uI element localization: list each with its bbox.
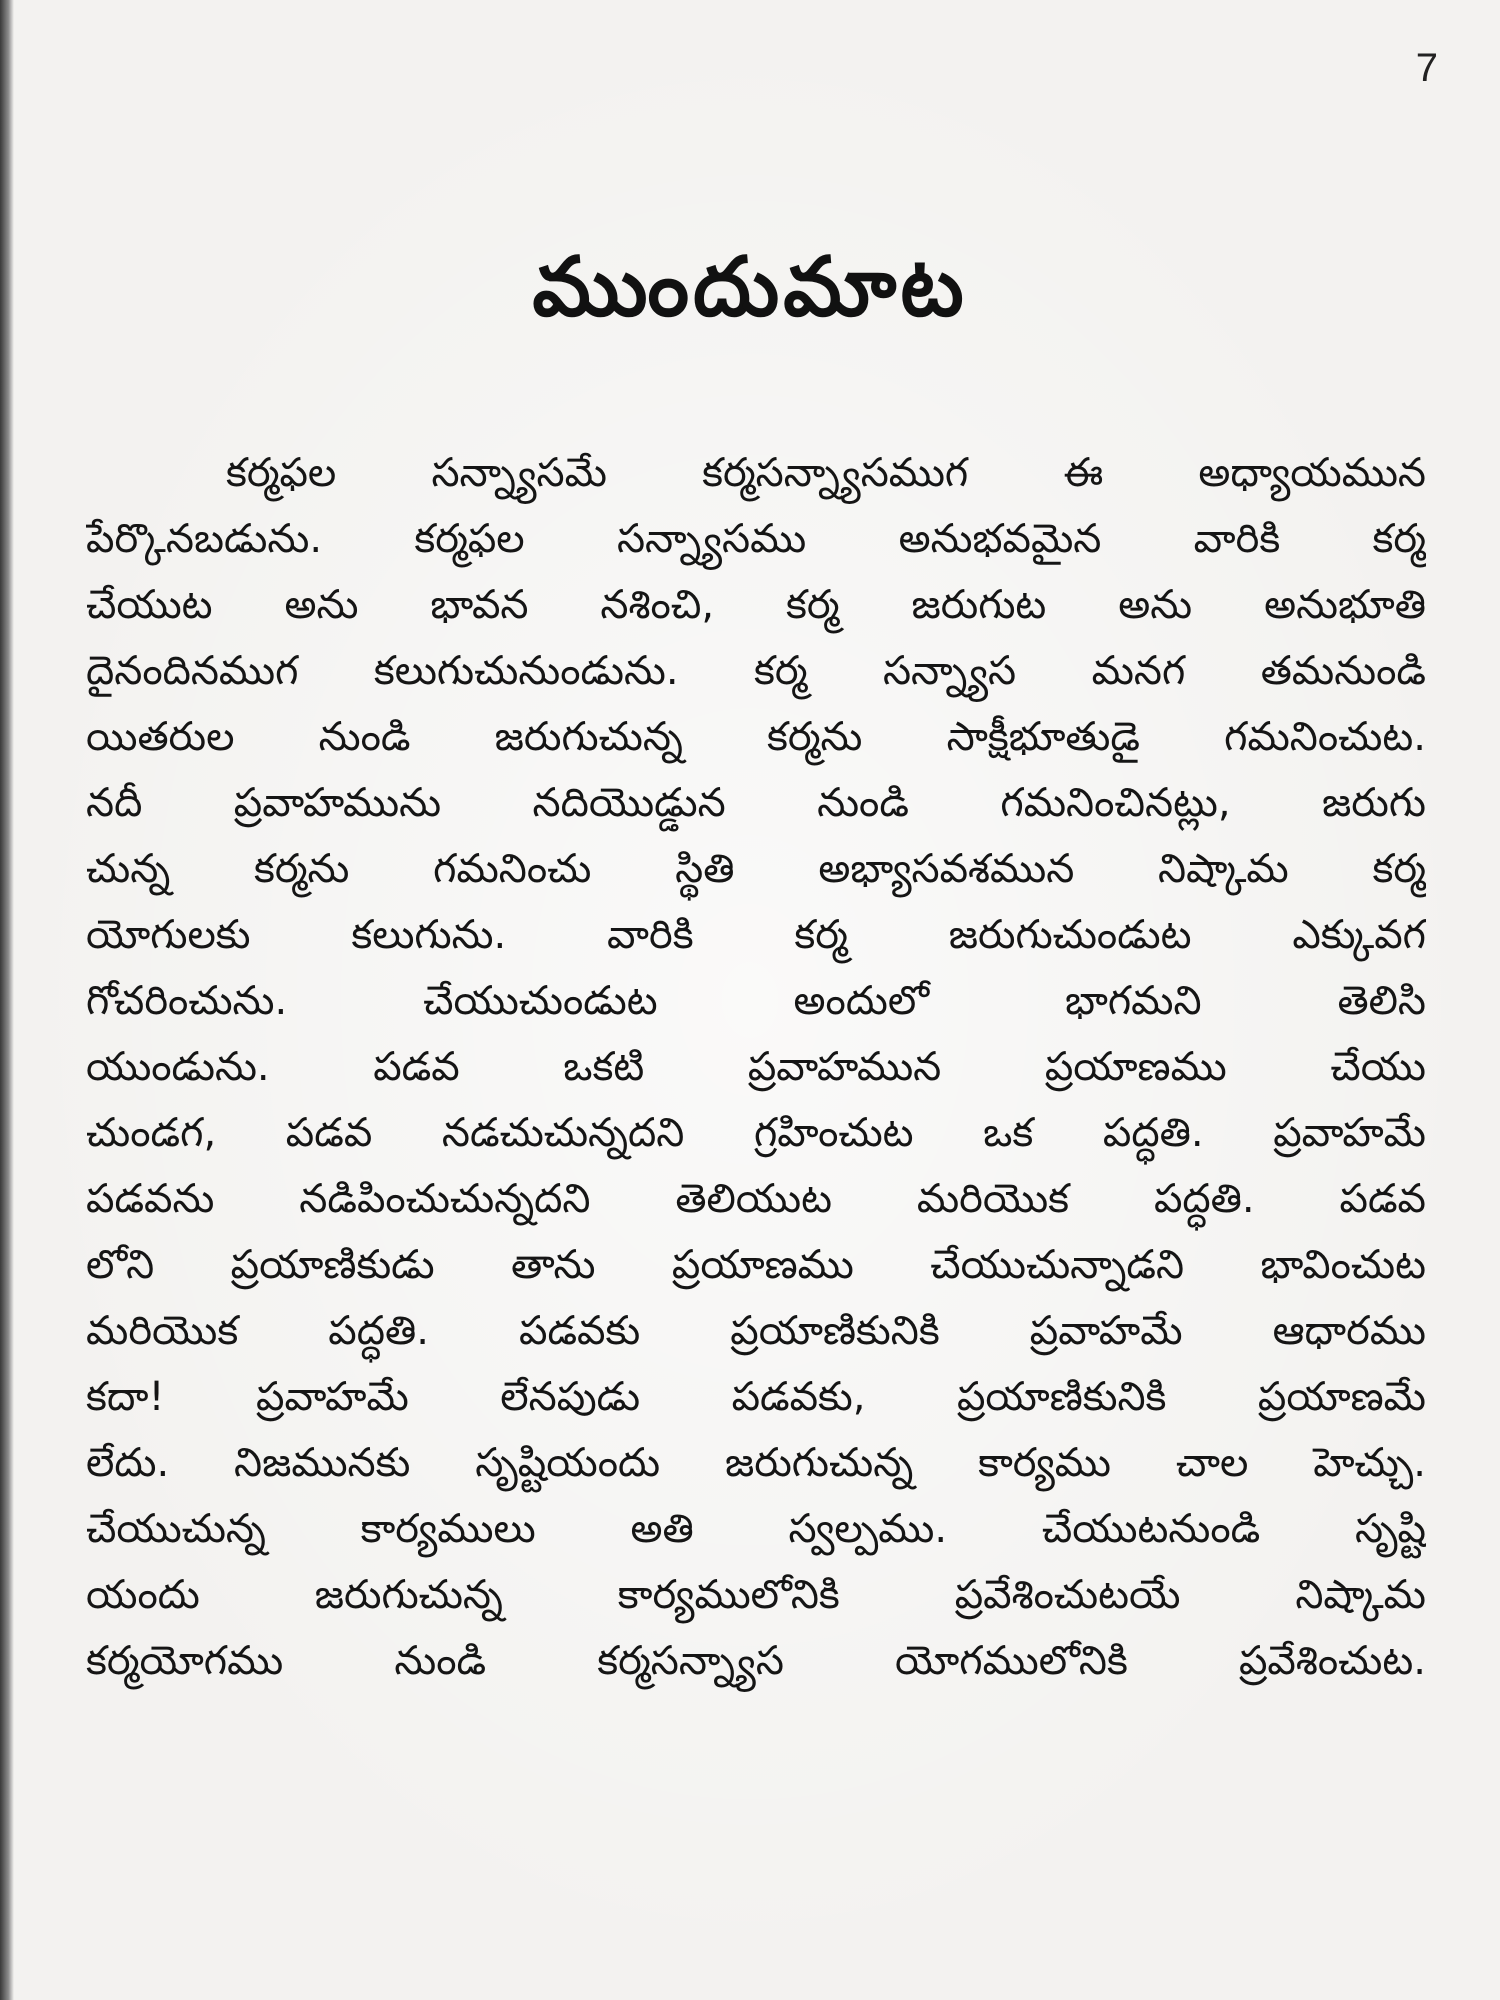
text-line: కర్మఫల సన్న్యాసమే కర్మసన్న్యాసముగ ఈ అధ్యాయమున [226,450,1426,496]
text-line: పేర్కొనబడును. కర్మఫల సన్న్యాసము అనుభవమైన వారికి కర్మ [86,516,1426,562]
text-line: దైనందినముగ కలుగుచునుండును. కర్మ సన్న్యాస మనగ తమనుండి [86,648,1426,694]
text-line: పడవను నడిపించుచున్నదని తెలియుట మరియొక పద్ధతి. పడవ [86,1176,1426,1222]
text-line: యందు జరుగుచున్న కార్యములోనికి ప్రవేశించుటయే నిష్కామ [86,1572,1426,1618]
text-line: యోగులకు కలుగును. వారికి కర్మ జరుగుచుండుట ఎక్కువగ [86,912,1426,958]
text-line: గోచరించును. చేయుచుండుట అందులో భాగమని తెలిసి [86,978,1426,1024]
page-title: ముందుమాట [532,240,968,335]
text-line: యుండును. పడవ ఒకటి ప్రవాహమున ప్రయాణము చేయు [86,1044,1426,1090]
text-line: నదీ ప్రవాహమును నదియొడ్డున నుండి గమనించినట్లు, జరుగు [86,780,1426,826]
page-number: 7 [1415,46,1438,90]
text-line: చున్న కర్మను గమనించు స్థితి అభ్యాసవశమున నిష్కామ కర్మ [86,846,1426,892]
text-line: చుండగ, పడవ నడచుచున్నదని గ్రహించుట ఒక పద్ధతి. ప్రవాహమే [86,1110,1426,1156]
body-text [86,440,1426,1694]
text-line: మరియొక పద్ధతి. పడవకు ప్రయాణికునికి ప్రవాహమే ఆధారము [86,1308,1426,1354]
text-line: లోని ప్రయాణికుడు తాను ప్రయాణము చేయుచున్నాడని భావించుట [86,1242,1426,1288]
text-line: యితరుల నుండి జరుగుచున్న కర్మను సాక్షీభూతుడై గమనించుట. [86,714,1426,760]
text-line: చేయుచున్న కార్యములు అతి స్వల్పము. చేయుటనుండి సృష్టి [86,1506,1426,1552]
text-line: కదా! ప్రవాహమే లేనపుడు పడవకు, ప్రయాణికునికి ప్రయాణమే [86,1374,1426,1420]
text-line: లేదు. నిజమునకు సృష్టియందు జరుగుచున్న కార్యము చాల హెచ్చు. [86,1440,1426,1486]
text-line: కర్మయోగము నుండి కర్మసన్న్యాస యోగములోనికి ప్రవేశించుట. [86,1638,1426,1684]
text-line: చేయుట అను భావన నశించి, కర్మ జరుగుట అను అనుభూతి [86,582,1426,628]
